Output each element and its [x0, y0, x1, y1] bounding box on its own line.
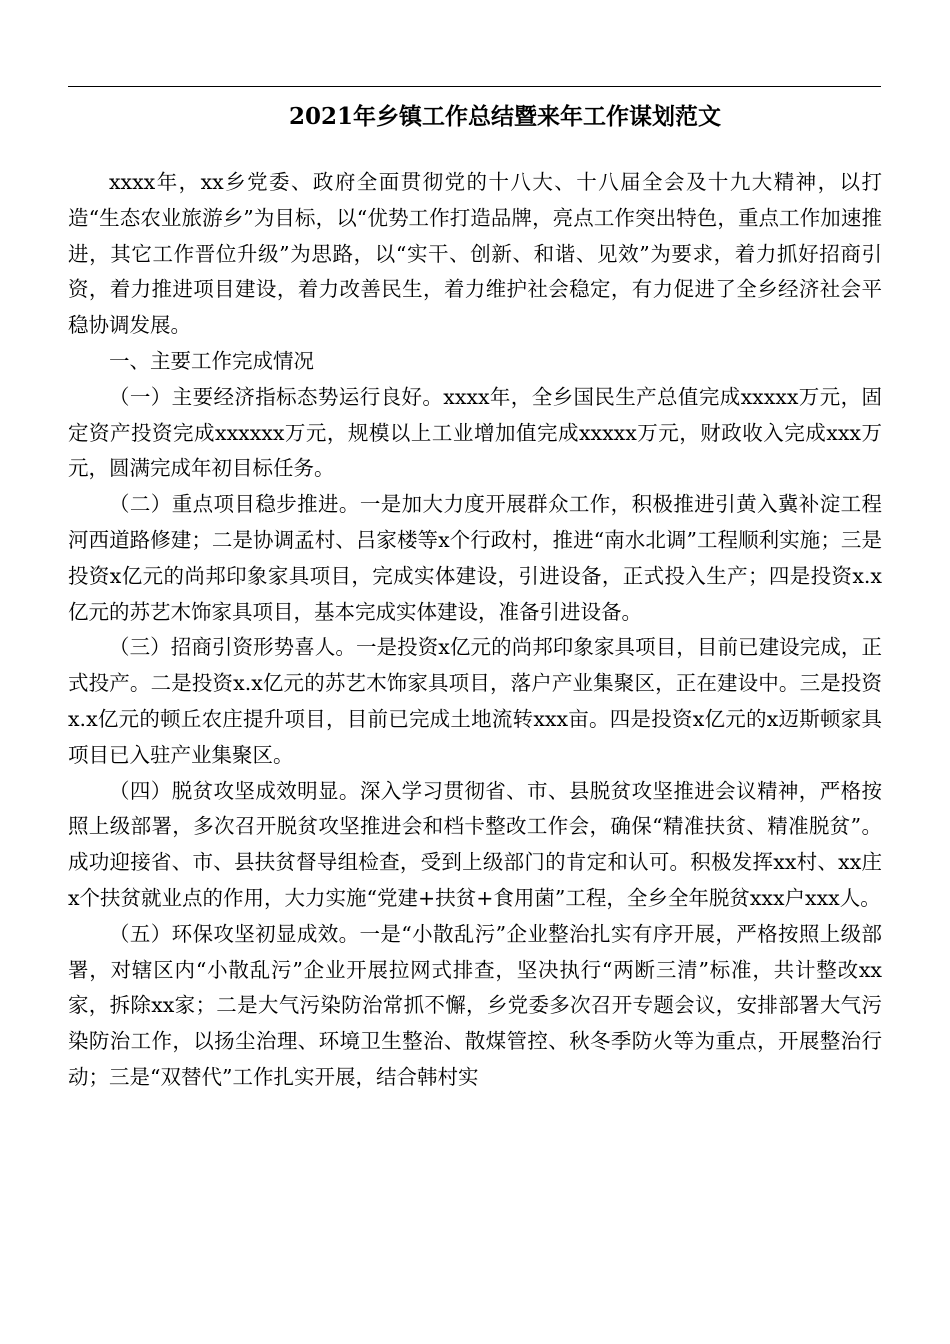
intro-paragraph: xxxx年，xx乡党委、政府全面贯彻党的十八大、十八届全会及十九大精神，以打造“生态农业旅游乡”为目标，以“优势工作打造品牌，亮点工作突出特色，重点工作加速推进，其它工作晋位升级”为思路，以“实干、创新、和谐、见效”为要求，着力抓好招商引资，着力推进项目建设，着力改善民生，着力维护社会稳定，有力促进了全乡经济社会平稳协调发展。 — [68, 170, 882, 338]
paragraph-environment: （五）环保攻坚初显成效。一是“小散乱污”企业整治扎实有序开展，严格按照上级部署，对辖区内“小散乱污”企业开展拉网式排查，坚决执行“两断三清”标准，共计整改xx家，拆除xx家；二是大气污染防治常抓不懈，乡党委多次召开专题会议，安排部署大气污染防治工作，以扬尘治理、环境卫生整治、散煤管控、秋冬季防火等为重点，开展整治行动；三是“双替代”工作扎实开展，结合韩村实 — [68, 921, 882, 1089]
paragraph-investment: （三）招商引资形势喜人。一是投资x亿元的尚邦印象家具项目，目前已建设完成，正式投产。二是投资x.x亿元的苏艺木饰家具项目，落户产业集聚区，正在建设中。三是投资x.x亿元的顿丘农庄提升项目，目前已完成土地流转xxx亩。四是投资x亿元的x迈斯顿家具项目已入驻产业集聚区。 — [68, 635, 882, 767]
section-heading: 一、主要工作完成情况 — [109, 348, 314, 373]
document-body — [68, 165, 882, 1096]
document-title: 2021年乡镇工作总结暨来年工作谋划范文 — [288, 103, 721, 130]
header-rule — [68, 86, 881, 87]
paragraph-economic-indicators: （一）主要经济指标态势运行良好。xxxx年，全乡国民生产总值完成xxxxx万元，固定资产投资完成xxxxxx万元，规模以上工业增加值完成xxxxx万元，财政收入完成xxx万元，圆满完成年初目标任务。 — [68, 384, 882, 481]
paragraph-key-projects: （二）重点项目稳步推进。一是加大力度开展群众工作，积极推进引黄入冀补淀工程河西道路修建；二是协调孟村、吕家楼等x个行政村，推进“南水北调”工程顺利实施；三是投资x亿元的尚邦印象家具项目，完成实体建设，引进设备，正式投入生产；四是投资x.x亿元的苏艺木饰家具项目，基本完成实体建设，准备引进设备。 — [68, 492, 882, 624]
paragraph-poverty-alleviation: （四）脱贫攻坚成效明显。深入学习贯彻省、市、县脱贫攻坚推进会议精神，严格按照上级部署，多次召开脱贫攻坚推进会和档卡整改工作会，确保“精准扶贫、精准脱贫”。成功迎接省、市、县扶贫督导组检查，受到上级部门的肯定和认可。积极发挥xx村、xx庄x个扶贫就业点的作用，大力实施“党建+扶贫+食用菌”工程，全乡全年脱贫xxx户xxx人。 — [68, 778, 882, 910]
